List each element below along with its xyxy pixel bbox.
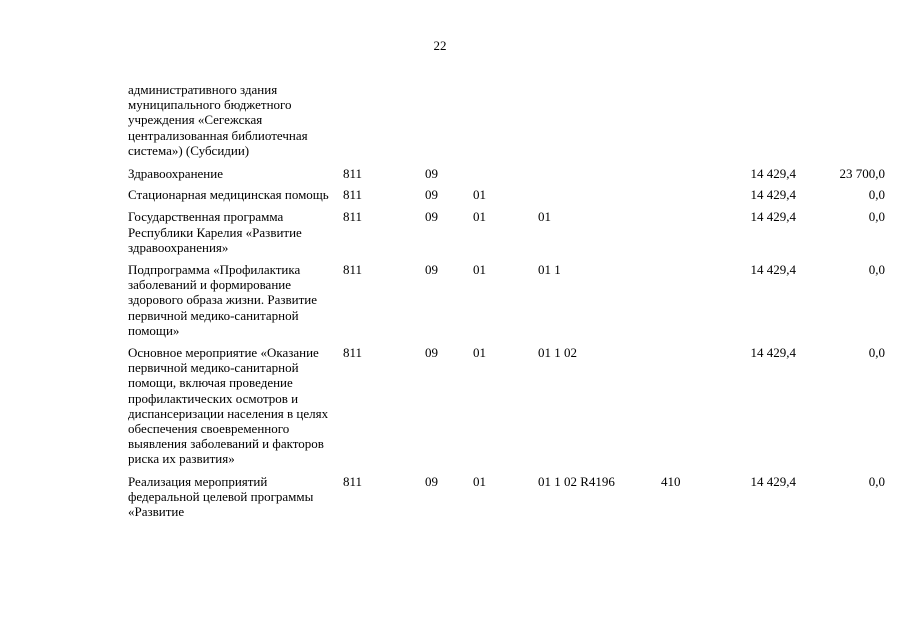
page-number: 22 (433, 38, 447, 53)
row-target-article-code: 01 1 (538, 262, 561, 278)
row-name: Государственная программа Республики Карелия «Развитие здравоохранения» (128, 209, 302, 255)
row-name: Основное мероприятие «Оказание первичной медико-санитарной помощи, включая проведение профилактических осмотров и диспансеризации населения в целях обеспечения своевременного выявления заболеваний и факторов риска их развития» (128, 345, 329, 467)
row-ved-code: 811 (343, 187, 363, 203)
table-row (128, 82, 888, 158)
row-amount-1: 14 429,4 (750, 187, 796, 203)
row-amount-1: 14 429,4 (750, 209, 796, 225)
row-ved-code: 811 (343, 473, 363, 489)
row-amount-2: 0,0 (868, 473, 885, 489)
table-row (128, 166, 888, 181)
table-row (128, 474, 888, 520)
row-ved-code: 811 (343, 262, 363, 278)
row-ved-code: 811 (343, 166, 363, 182)
row-amount-1: 14 429,4 (750, 345, 796, 361)
table-row (128, 209, 888, 255)
table-row (128, 187, 888, 202)
row-amount-2: 0,0 (868, 345, 885, 361)
row-subsection-code: 01 (473, 187, 486, 203)
row-section-code: 09 (425, 187, 438, 203)
row-name: административного здания муниципального бюджетного учреждения «Сегежская централизованная библиотечная система») (Субсидии) (128, 82, 308, 158)
row-subsection-code: 01 (473, 345, 486, 361)
row-section-code: 09 (425, 345, 438, 361)
row-section-code: 09 (425, 473, 438, 489)
row-subsection-code: 01 (473, 262, 486, 278)
row-section-code: 09 (425, 166, 438, 182)
row-amount-2: 0,0 (868, 262, 885, 278)
row-amount-2: 0,0 (868, 187, 885, 203)
row-amount-1: 14 429,4 (750, 262, 796, 278)
row-section-code: 09 (425, 262, 438, 278)
budget-table (128, 82, 888, 519)
row-target-article-code: 01 1 02 R4196 (538, 473, 615, 489)
row-name: Реализация мероприятий федеральной целевой программы «Развитие (128, 473, 314, 520)
row-amount-2: 0,0 (868, 209, 885, 225)
row-name: Здравоохранение (128, 166, 223, 182)
row-amount-1: 14 429,4 (750, 473, 796, 489)
row-expense-type-code: 410 (661, 473, 681, 489)
row-name: Стационарная медицинская помощь (128, 187, 329, 203)
table-row (128, 345, 888, 467)
row-ved-code: 811 (343, 209, 363, 225)
row-name: Подпрограмма «Профилактика заболеваний и формирование здорового образа жизни. Развитие первичной медико-санитарной помощи» (128, 262, 317, 338)
row-section-code: 09 (425, 209, 438, 225)
row-amount-2: 23 700,0 (839, 166, 885, 182)
row-subsection-code: 01 (473, 473, 486, 489)
table-row (128, 262, 888, 338)
row-target-article-code: 01 (538, 209, 551, 225)
row-amount-1: 14 429,4 (750, 166, 796, 182)
row-subsection-code: 01 (473, 209, 486, 225)
row-target-article-code: 01 1 02 (538, 345, 577, 361)
row-ved-code: 811 (343, 345, 363, 361)
